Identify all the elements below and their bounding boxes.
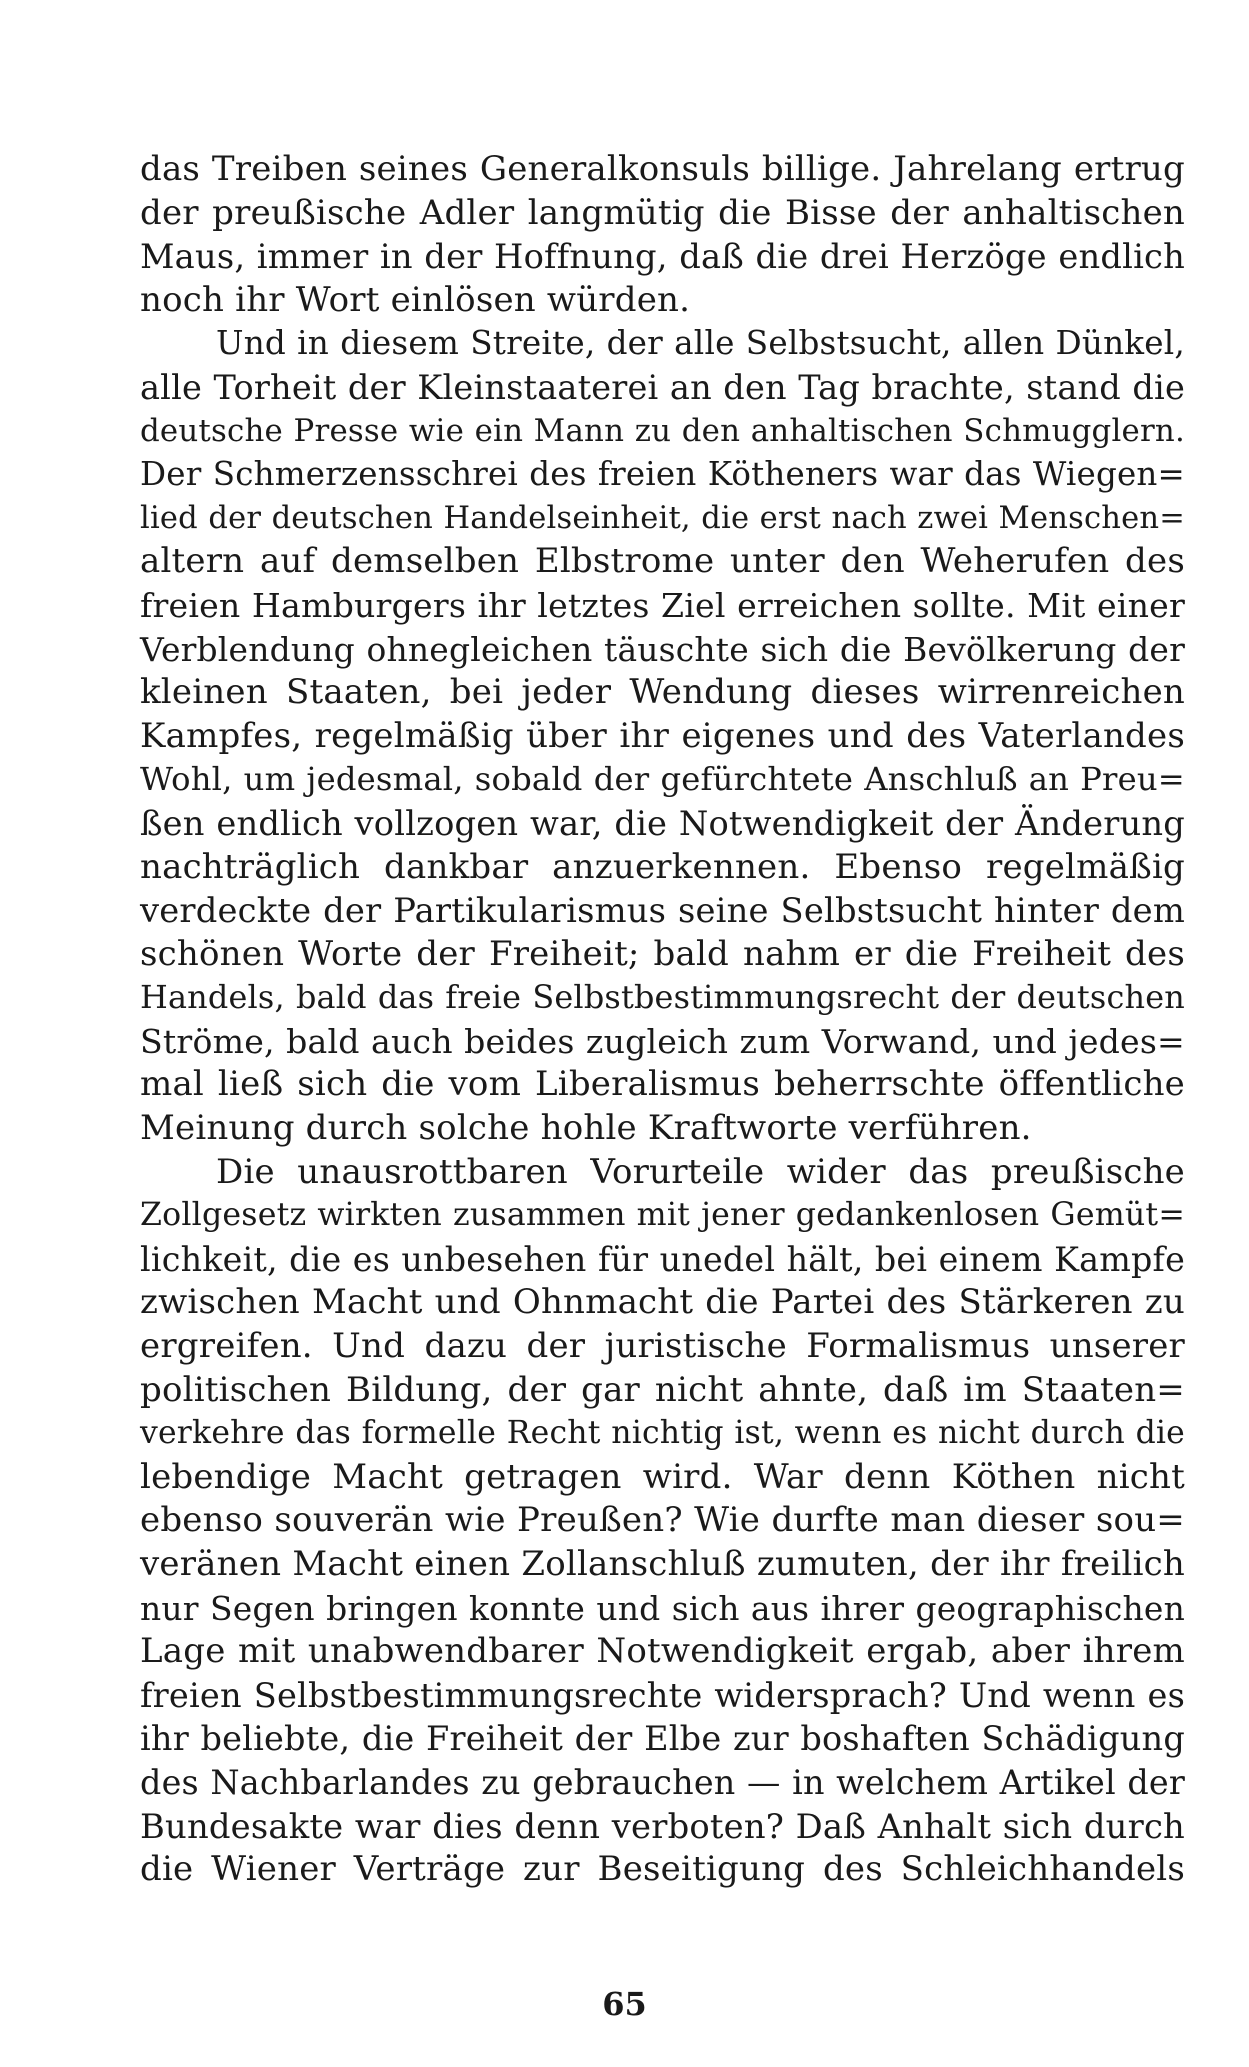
text-line: nur Segen bringen konnte und sich aus ihrer geographischen <box>140 1588 1185 1628</box>
text-line: ergreifen. Und dazu der juristische Formalismus unserer <box>140 1326 1185 1367</box>
text-line: nachträglich dankbar anzuerkennen. Ebenso regelmäßig <box>140 846 1185 887</box>
text-line: veränen Macht einen Zollanschluß zumuten, der ihr freilich <box>140 1544 1185 1584</box>
text-line: lebendige Macht getragen wird. War denn Köthen nicht <box>140 1456 1185 1497</box>
text-line: kleinen Staaten, bei jeder Wendung dieses wirrenreichen <box>140 672 1185 713</box>
text-line: noch ihr Wort einlösen würden. <box>140 279 691 320</box>
text-line: die Wiener Verträge zur Beseitigung des Schleichhandels <box>140 1849 1185 1890</box>
text-line: schönen Worte der Freiheit; bald nahm er die Freiheit des <box>140 933 1185 974</box>
text-line: lichkeit, die es unbesehen für unedel hält, bei einem Kampfe <box>140 1239 1185 1279</box>
text-line: zwischen Macht und Ohnmacht die Partei des Stärkeren zu <box>140 1282 1185 1323</box>
text-line: Bundesakte war dies denn verboten? Daß Anhalt sich durch <box>140 1806 1185 1846</box>
text-line: altern auf demselben Elbstrome unter den Weherufen des <box>140 541 1185 582</box>
paragraph <box>140 148 1185 322</box>
text-line: politischen Bildung, der gar nicht ahnte, daß im Staaten= <box>140 1369 1185 1410</box>
text-line: das Treiben seines Generalkonsuls billige. Jahrelang ertrug <box>140 149 1185 189</box>
text-line: deutsche Presse wie ein Mann zu den anhaltischen Schmugglern. <box>140 412 1185 449</box>
text-line: der preußische Adler langmütig die Bisse der anhaltischen <box>140 192 1185 233</box>
text-line: lied der deutschen Handelseinheit, die erst nach zwei Menschen= <box>140 500 1185 536</box>
paragraph <box>140 1151 1185 1892</box>
text-line: Verblendung ohnegleichen täuschte sich die Bevölkerung der <box>140 629 1185 669</box>
text-line: ebenso souverän wie Preußen? Wie durfte man dieser sou= <box>140 1500 1185 1541</box>
text-line: freien Hamburgers ihr letztes Ziel erreichen sollte. Mit einer <box>140 585 1185 625</box>
page-number: 65 <box>602 1985 647 2023</box>
text-line: des Nachbarlandes zu gebrauchen — in welchem Artikel der <box>140 1762 1185 1802</box>
text-line: Maus, immer in der Hoffnung, daß die drei Herzöge endlich <box>140 237 1185 277</box>
text-line: freien Selbstbestimmungsrechte widersprach? Und wenn es <box>140 1675 1185 1715</box>
text-line: Handels, bald das freie Selbstbestimmungsrecht der deutschen <box>140 978 1185 1017</box>
text-line: Der Schmerzensschrei des freien Kötheners war das Wiegen= <box>140 455 1185 494</box>
text-line: Ströme, bald auch beides zugleich zum Vorwand, und jedes= <box>140 1021 1185 1061</box>
text-line: Zollgesetz wirkten zusammen mit jener gedankenlosen Gemüt= <box>140 1197 1185 1234</box>
paragraph <box>140 322 1185 1150</box>
book-page <box>140 148 1185 1892</box>
text-line: Wohl, um jedesmal, sobald der gefürchtete Anschluß an Preu= <box>140 760 1185 799</box>
text-line: ihr beliebte, die Freiheit der Elbe zur boshaften Schädigung <box>140 1719 1185 1759</box>
text-line: Lage mit unabwendbarer Notwendigkeit ergab, aber ihrem <box>140 1631 1185 1672</box>
text-line: verkehre das formelle Recht nichtig ist, wenn es nicht durch die <box>140 1415 1185 1452</box>
text-line: mal ließ sich die vom Liberalismus beherrschte öffentliche <box>140 1064 1185 1105</box>
text-line: verdeckte der Partikularismus seine Selbstsucht hinter dem <box>140 891 1185 931</box>
text-line: Die unausrottbaren Vorurteile wider das preußische <box>216 1151 1185 1192</box>
text-line: Und in diesem Streite, der alle Selbstsucht, allen Dünkel, <box>216 324 1185 363</box>
text-line: alle Torheit der Kleinstaaterei an den Tag brachte, stand die <box>140 367 1185 407</box>
text-line: Meinung durch solche hohle Kraftworte verführen. <box>140 1108 1032 1149</box>
text-line: ßen endlich vollzogen war, die Notwendigkeit der Änderung <box>140 803 1185 843</box>
text-line: Kampfes, regelmäßig über ihr eigenes und des Vaterlandes <box>140 715 1185 756</box>
